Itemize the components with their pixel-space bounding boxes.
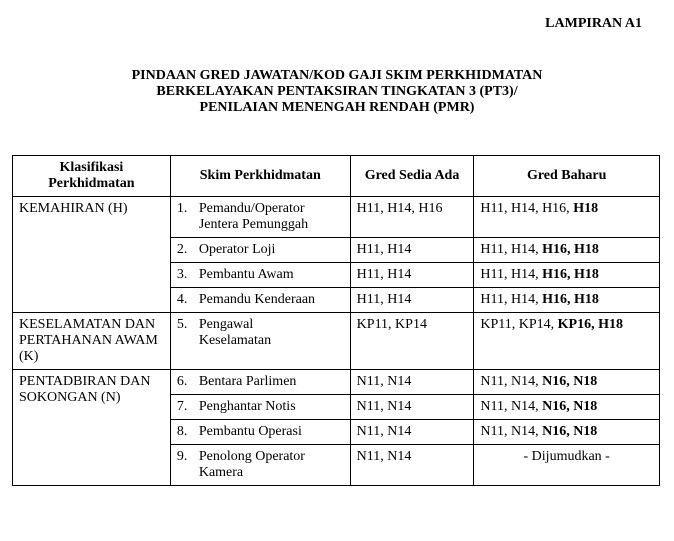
gred-baharu-new: KP16, H18 (557, 317, 623, 332)
table-row (13, 313, 660, 370)
skim-number: 7. (176, 399, 188, 414)
header-skim: Skim Perkhidmatan (170, 156, 350, 197)
gred-baharu-existing: N11, N14, (480, 399, 543, 414)
gred-baharu-existing: H11, H14, (480, 292, 543, 307)
gred-sedia-ada-cell: N11, N14 (350, 420, 474, 445)
gred-sedia-ada-cell: H11, H14 (350, 288, 474, 313)
gred-baharu-new: N16, N18 (542, 374, 598, 389)
gred-baharu-existing: N11, N14, (480, 424, 543, 439)
skim-number: 9. (176, 449, 188, 464)
gred-baharu-new: H16, H18 (542, 242, 599, 257)
gred-sedia-ada-cell: N11, N14 (350, 370, 474, 395)
appendix-label: LAMPIRAN A1 (545, 16, 642, 31)
skim-name: Pemandu Kenderaan (198, 292, 316, 307)
skim-cell (170, 263, 350, 288)
skim-name: Penghantar Notis (198, 399, 296, 414)
skim-name: Pembantu Operasi (198, 424, 302, 439)
gred-sedia-ada-cell: N11, N14 (350, 395, 474, 420)
gred-baharu-cell (474, 238, 660, 263)
skim-cell (170, 445, 350, 486)
gred-baharu-cell (474, 263, 660, 288)
skim-name: Pemandu/Operator Jentera Pemunggah (198, 201, 309, 232)
skim-cell (170, 288, 350, 313)
gred-baharu-existing: H11, H14, (480, 242, 543, 257)
klasifikasi-cell: KEMAHIRAN (H) (13, 197, 171, 313)
gred-sedia-ada-cell: H11, H14 (350, 238, 474, 263)
skim-number: 4. (176, 292, 188, 307)
table-row (13, 370, 660, 395)
gred-baharu-cell: - Dijumudkan - (474, 445, 660, 486)
skim-number: 2. (176, 242, 188, 257)
gred-baharu-cell (474, 313, 660, 370)
skim-name: Pengawal Keselamatan (198, 317, 272, 348)
gred-baharu-existing: N11, N14, (480, 374, 543, 389)
gred-baharu-new: H16, H18 (542, 267, 599, 282)
gred-baharu-cell (474, 420, 660, 445)
table-row (13, 197, 660, 238)
title-line-3: PENILAIAN MENENGAH RENDAH (PMR) (199, 100, 475, 115)
skim-cell (170, 238, 350, 263)
klasifikasi-cell: PENTADBIRAN DAN SOKONGAN (N) (13, 370, 171, 486)
header-klasifikasi: Klasifikasi Perkhidmatan (13, 156, 171, 197)
header-gred-baharu: Gred Baharu (474, 156, 660, 197)
gred-baharu-cell (474, 370, 660, 395)
gred-baharu-cell (474, 197, 660, 238)
gred-baharu-new: H16, H18 (542, 292, 599, 307)
skim-number: 1. (176, 201, 188, 216)
skim-name: Penolong Operator Kamera (198, 449, 305, 480)
gred-baharu-existing: H11, H14, H16, (480, 201, 574, 216)
skim-cell (170, 313, 350, 370)
skim-name: Bentara Parlimen (198, 374, 297, 389)
skim-name: Pembantu Awam (198, 267, 294, 282)
gred-sedia-ada-cell: H11, H14 (350, 263, 474, 288)
skim-number: 6. (176, 374, 188, 389)
gred-baharu-cell (474, 395, 660, 420)
skim-name: Operator Loji (198, 242, 276, 257)
gred-baharu-existing: H11, H14, (480, 267, 543, 282)
klasifikasi-cell: KESELAMATAN DAN PERTAHANAN AWAM (K) (13, 313, 171, 370)
skim-number: 3. (176, 267, 188, 282)
gred-baharu-new: H18 (573, 201, 599, 216)
gred-sedia-ada-cell: KP11, KP14 (350, 313, 474, 370)
skim-number: 5. (176, 317, 188, 332)
skim-number: 8. (176, 424, 188, 439)
grade-table (12, 155, 660, 486)
skim-cell (170, 197, 350, 238)
skim-cell (170, 370, 350, 395)
document-title (0, 68, 674, 116)
header-gred-sedia-ada: Gred Sedia Ada (350, 156, 474, 197)
gred-baharu-new: N16, N18 (542, 399, 598, 414)
title-line-1: PINDAAN GRED JAWATAN/KOD GAJI SKIM PERKHIDMATAN (131, 68, 543, 83)
skim-cell (170, 395, 350, 420)
gred-sedia-ada-cell: H11, H14, H16 (350, 197, 474, 238)
skim-cell (170, 420, 350, 445)
gred-baharu-existing: KP11, KP14, (480, 317, 558, 332)
table-header-row (13, 156, 660, 197)
gred-baharu-cell (474, 288, 660, 313)
gred-baharu-new: N16, N18 (542, 424, 598, 439)
title-line-2: BERKELAYAKAN PENTAKSIRAN TINGKATAN 3 (PT3)/ (156, 84, 518, 99)
gred-sedia-ada-cell: N11, N14 (350, 445, 474, 486)
